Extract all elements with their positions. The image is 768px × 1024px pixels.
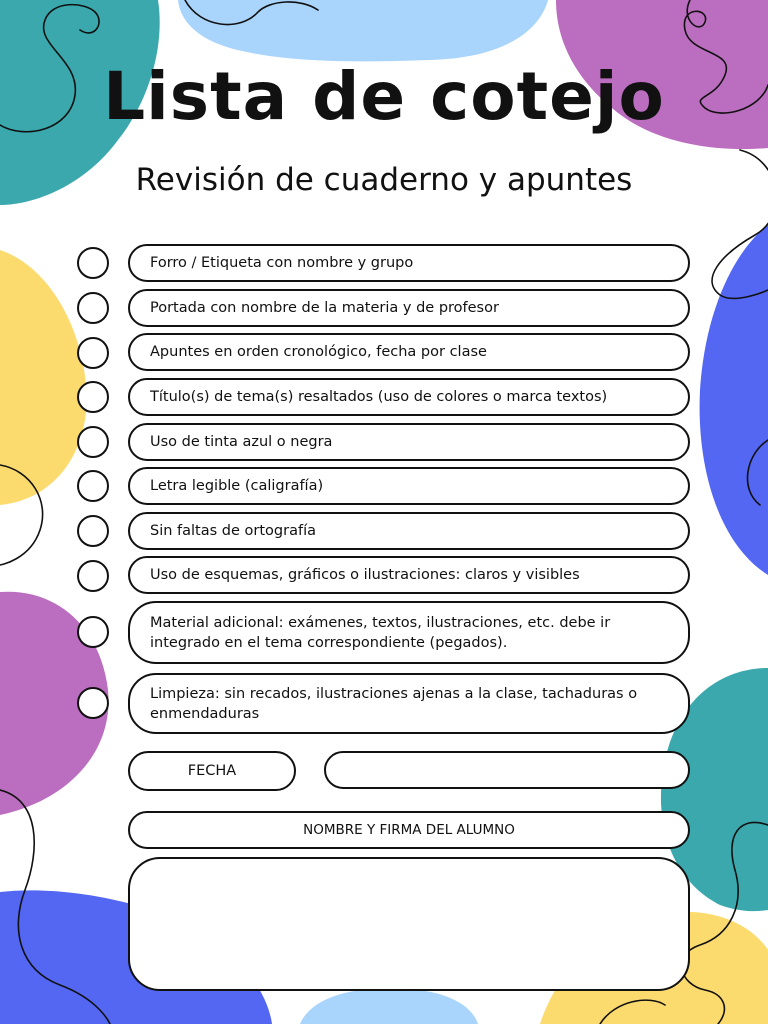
checkbox-8[interactable] <box>77 560 109 592</box>
checkbox-10[interactable] <box>77 687 109 719</box>
checklist-item-6: Letra legible (caligrafía) <box>128 467 690 505</box>
checklist-item-2: Portada con nombre de la materia y de profesor <box>128 289 690 327</box>
checkbox-3[interactable] <box>77 337 109 369</box>
checkbox-4[interactable] <box>77 381 109 413</box>
checklist-item-3: Apuntes en orden cronológico, fecha por clase <box>128 333 690 371</box>
date-label: FECHA <box>128 751 296 791</box>
page-subtitle: Revisión de cuaderno y apuntes <box>135 162 633 198</box>
light-blue-blob-bottom <box>300 988 478 1024</box>
checklist-item-4: Título(s) de tema(s) resaltados (uso de colores o marca textos) <box>128 378 690 416</box>
yellow-blob-left <box>0 250 87 505</box>
page-title: Lista de cotejo <box>103 58 665 135</box>
signature-label: NOMBRE Y FIRMA DEL ALUMNO <box>128 811 690 849</box>
checklist-item-9: Material adicional: exámenes, textos, ilustraciones, etc. debe ir integrado en el tema correspondiente (pegados). <box>128 601 690 664</box>
checklist-item-8: Uso de esquemas, gráficos o ilustraciones: claros y visibles <box>128 556 690 594</box>
checkbox-7[interactable] <box>77 515 109 547</box>
checkbox-5[interactable] <box>77 426 109 458</box>
checklist-item-7: Sin faltas de ortografía <box>128 512 690 550</box>
checklist-item-10: Limpieza: sin recados, ilustraciones ajenas a la clase, tachaduras o enmendaduras <box>128 673 690 734</box>
checkbox-2[interactable] <box>77 292 109 324</box>
signature-field[interactable] <box>128 857 690 991</box>
light-blue-blob-top <box>178 0 548 61</box>
checklist-item-1: Forro / Etiqueta con nombre y grupo <box>128 244 690 282</box>
checklist-item-5: Uso de tinta azul o negra <box>128 423 690 461</box>
checkbox-6[interactable] <box>77 470 109 502</box>
checkbox-9[interactable] <box>77 616 109 648</box>
blue-blob-right <box>700 225 768 575</box>
date-field[interactable] <box>324 751 690 789</box>
checkbox-1[interactable] <box>77 247 109 279</box>
